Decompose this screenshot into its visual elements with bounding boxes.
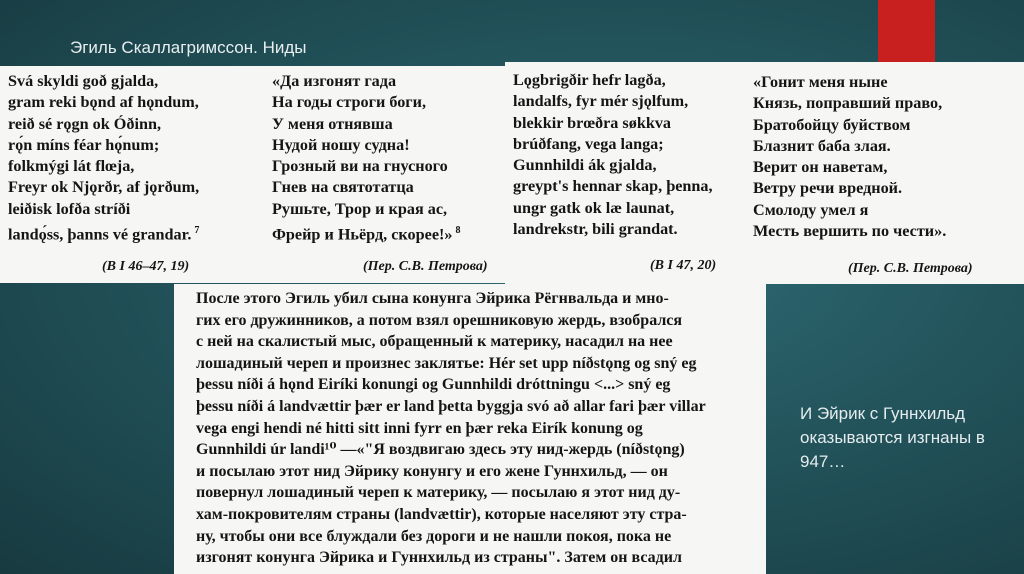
verse-line: reið sé rǫgn ok Óðinn,	[8, 114, 162, 133]
verse-line: У меня отнявша	[272, 114, 393, 133]
verse-line: greypt's hennar skap, þenna,	[513, 177, 713, 196]
verse-line: «Да изгонят гада	[272, 72, 397, 90]
verse-line: Блазнит баба злая.	[753, 136, 891, 155]
verse-line: ungr gatk ok læ launat,	[513, 198, 675, 217]
left-verse-scan	[0, 66, 505, 283]
verse-line: Гнев на святотатца	[272, 178, 414, 197]
verse-line: Нудой ношу судна!	[272, 135, 410, 154]
verse-line: landǫ́ss, þanns vé grandar. $^7$	[8, 225, 200, 244]
verse-line: Freyr ok Njǫrðr, af jǫrðum,	[8, 178, 200, 197]
side-caption: И Эйрик с Гуннхильд оказываются изгнаны в 947…	[800, 404, 985, 471]
right-norse-citation: (В I 47, 20)	[650, 258, 717, 273]
left-norse-citation: (В I 46–47, 19)	[102, 259, 190, 274]
prose-scan	[174, 284, 766, 574]
verse-line: Грозный ви на гнусного	[272, 157, 448, 176]
verse-line: landrekstr, bili grandat.	[513, 220, 678, 239]
prose-line: хам-покровителям страны (landvættir), которые населяют эту стра-	[196, 505, 687, 523]
verse-line: rǫ́n míns féar hǫ́num;	[8, 135, 160, 154]
verse-line: landalfs, fyr mér sjǫlfum,	[513, 92, 689, 111]
verse-line: Месть вершить по чести».	[753, 222, 947, 241]
prose-line: þessu níði á hǫnd Eiríki konungi og Gunnhildi dróttningu <...> sný eg	[196, 376, 671, 394]
prose-line: После этого Эгиль убил сына конунга Эйрика Рёгнвальда и мно-	[196, 290, 669, 307]
left-norse-verse	[8, 71, 199, 246]
prose-line: лошадиный череп и произнес заклятье: Hér set upp níðstǫng og sný eg	[196, 354, 697, 372]
verse-line: blekkir brœðra søkkva	[513, 113, 672, 132]
verse-line: Gunnhildi ák gjalda,	[513, 156, 657, 175]
left-russian-verse	[272, 71, 461, 246]
prose-line: и посылаю этот нид Эйрику конунгу и его жене Гуннхильд, — он	[196, 462, 668, 480]
verse-line: Svá skyldi goð gjalda,	[8, 72, 159, 90]
verse-line: folkmýgi lát flœja,	[8, 157, 135, 176]
verse-line: «Гонит меня ныне	[753, 73, 888, 91]
prose-line: гих его дружинников, а потом взял орешниковую жердь, взобрался	[196, 311, 683, 329]
prose-line: vega engi hendi né hitti sitt inni fyrr en þær reka Eirík konung og	[196, 419, 643, 437]
left-russian-citation: (Пер. С.В. Петрова)	[363, 259, 488, 274]
verse-line: Смолоду умел я	[753, 200, 869, 219]
prose-line: повернул лошадиный череп к материку, — посылаю я этот нид ду-	[196, 484, 681, 502]
prose-line: ну, чтобы они все блуждали без дороги и не нашли покоя, пока не	[196, 527, 672, 545]
verse-line: Lǫgbrigðir hefr lagða,	[513, 71, 666, 89]
right-russian-citation: (Пер. С.В. Петрова)	[848, 261, 973, 276]
prose-line: изгонят конунга Эйрика и Гуннхильд из страны". Затем он всадил	[196, 549, 682, 567]
right-russian-verse	[753, 72, 946, 242]
verse-line: Братобойцу буйством	[753, 115, 911, 134]
verse-line: Рушьте, Трор и края ас,	[272, 199, 448, 218]
prose-paragraph	[196, 288, 756, 569]
prose-line: Gunnhildi úr landi¹⁰ —«"Я воздвигаю здесь эту нид-жердь (níðstǫng)	[196, 441, 685, 459]
verse-line: brúðfang, vega langa;	[513, 134, 664, 153]
footnote-mark: 8	[455, 225, 461, 237]
slide-title: Эгиль Скаллагримссон. Ниды	[70, 38, 307, 57]
verse-line: Ветру речи вредной.	[753, 179, 903, 198]
verse-line: gram reki bǫnd af hǫndum,	[8, 93, 199, 112]
accent-red-bar	[878, 0, 935, 66]
verse-line: На годы строги боги,	[272, 93, 427, 112]
prose-line: с ней на скалистый мыс, обращенный к материку, насадил на нее	[196, 333, 673, 351]
verse-line: Фрейр и Ньёрд, скорее!» $^8$	[272, 225, 461, 244]
verse-line: Князь, поправший право,	[753, 94, 943, 113]
footnote-mark: 7	[194, 225, 200, 237]
verse-line: leiðisk lofða stríði	[8, 199, 131, 218]
prose-line: þessu níði á landvættir þær er land þetta byggja svó að allar fari þær villar	[196, 397, 706, 415]
right-norse-verse	[513, 70, 713, 240]
verse-line: Верит он наветам,	[753, 158, 888, 177]
right-verse-scan	[505, 62, 1024, 284]
